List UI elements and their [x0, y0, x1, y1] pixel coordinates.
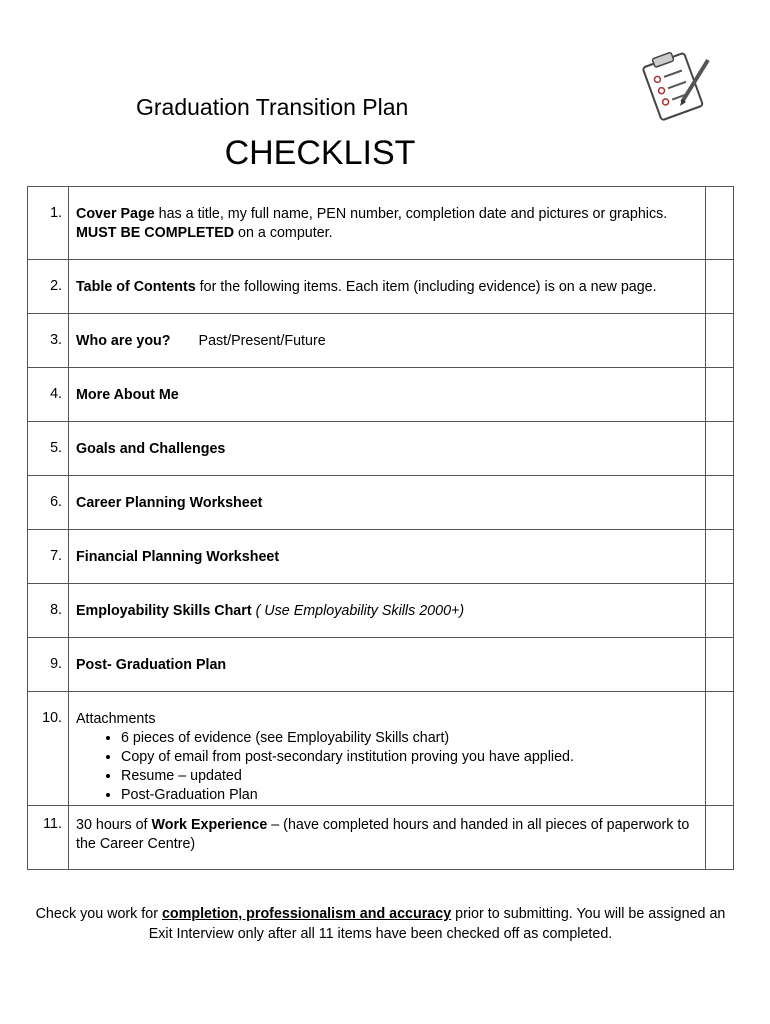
item-text — [69, 530, 706, 584]
item-title: Who are you? — [76, 333, 171, 349]
item-text — [69, 806, 706, 870]
item-text — [69, 187, 706, 260]
item-text — [69, 368, 706, 422]
item-number: 6. — [28, 476, 69, 530]
clipboard-checklist-icon — [636, 46, 712, 122]
item-number: 2. — [28, 260, 69, 314]
checklist-row-2 — [28, 260, 734, 314]
item-description: – (have completed hours and handed in all pieces of paperwork to the Career Centre) — [76, 817, 690, 852]
item-number: 7. — [28, 530, 69, 584]
note-emphasis: completion, professionalism and accuracy — [161, 906, 452, 922]
item-text — [69, 422, 706, 476]
checklist-row-8 — [28, 584, 734, 638]
checklist-row-3 — [28, 314, 734, 368]
note-prefix: Check you work for — [35, 906, 162, 922]
item-number: 4. — [28, 368, 69, 422]
item-title: Post- Graduation Plan — [76, 657, 227, 673]
item-note: ( Use Employability Skills 2000+) — [251, 603, 465, 619]
item-number: 5. — [28, 422, 69, 476]
item-title: Cover Page — [76, 206, 155, 222]
item-title: Employability Skills Chart — [76, 603, 252, 619]
item-prefix: 30 hours of — [76, 817, 152, 833]
checkbox-cell[interactable] — [706, 806, 734, 870]
item-number: 1. — [28, 187, 69, 260]
checklist-row-1 — [28, 187, 734, 260]
item-text — [69, 476, 706, 530]
checklist-row-6 — [28, 476, 734, 530]
checkbox-cell[interactable] — [706, 368, 734, 422]
checkbox-cell[interactable] — [706, 260, 734, 314]
list-item: • 6 pieces of evidence (see Employability Skills chart) — [121, 729, 699, 748]
note-suffix: prior to submitting. You will be assigned an Exit Interview only after all 11 items have been checked off as completed. — [148, 906, 726, 942]
item-title: More About Me — [76, 387, 179, 403]
item-description-2: on a computer. — [234, 225, 333, 241]
item-description: Past/Present/Future — [198, 333, 326, 349]
item-title: Attachments — [76, 711, 156, 727]
item-text — [69, 260, 706, 314]
item-number: 3. — [28, 314, 69, 368]
item-number: 11. — [28, 806, 69, 870]
item-description: for the following items. Each item (including evidence) is on a new page. — [195, 279, 657, 295]
item-number: 10. — [28, 692, 69, 806]
checklist-row-4 — [28, 368, 734, 422]
checkbox-cell[interactable] — [706, 584, 734, 638]
checklist-heading: CHECKLIST — [224, 134, 416, 172]
item-title: Financial Planning Worksheet — [76, 549, 280, 565]
checkbox-cell[interactable] — [706, 638, 734, 692]
item-title: Table of Contents — [76, 279, 196, 295]
item-title: Career Planning Worksheet — [76, 495, 263, 511]
submission-note — [27, 904, 734, 944]
item-title: Work Experience — [151, 817, 268, 833]
checkbox-cell[interactable] — [706, 422, 734, 476]
checklist-table — [27, 186, 734, 870]
checkbox-cell[interactable] — [706, 530, 734, 584]
checkbox-cell[interactable] — [706, 476, 734, 530]
checkbox-cell[interactable] — [706, 314, 734, 368]
item-text — [69, 692, 706, 806]
item-number: 9. — [28, 638, 69, 692]
checkbox-cell[interactable] — [706, 187, 734, 260]
item-requirement: MUST BE COMPLETED — [76, 225, 235, 241]
item-text — [69, 584, 706, 638]
item-text — [69, 638, 706, 692]
item-text — [69, 314, 706, 368]
item-description: has a title, my full name, PEN number, completion date and pictures or graphics. — [154, 206, 668, 222]
checklist-row-11 — [28, 806, 734, 870]
checklist-row-10 — [28, 692, 734, 806]
list-item: • Resume – updated — [121, 767, 699, 786]
checklist-row-9 — [28, 638, 734, 692]
list-item: • Copy of email from post-secondary institution proving you have applied. — [121, 748, 699, 767]
list-item: • Post-Graduation Plan — [121, 786, 699, 805]
item-title: Goals and Challenges — [76, 441, 226, 457]
checkbox-cell[interactable] — [706, 692, 734, 806]
document-title: Graduation Transition Plan — [136, 94, 409, 120]
item-number: 8. — [28, 584, 69, 638]
checklist-row-7 — [28, 530, 734, 584]
checklist-row-5 — [28, 422, 734, 476]
attachments-list — [76, 729, 699, 805]
